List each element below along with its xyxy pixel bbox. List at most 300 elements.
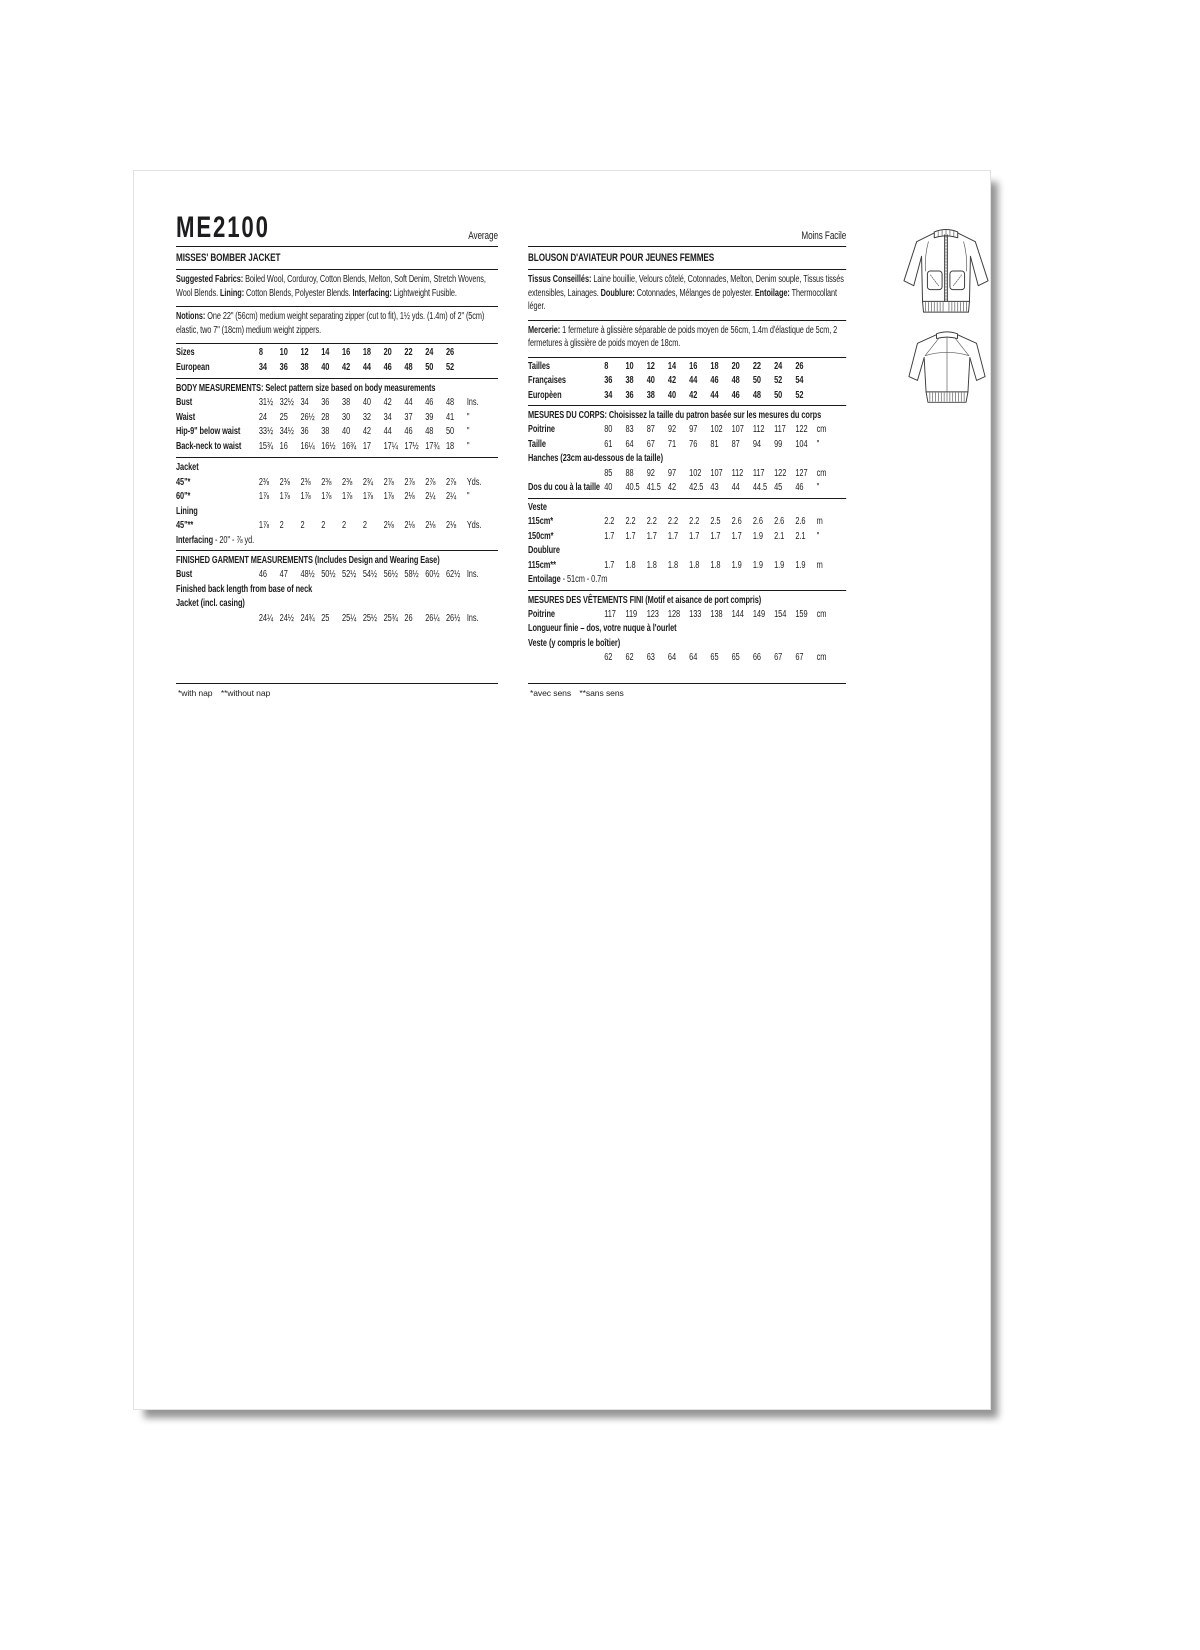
table-cell: 14 xyxy=(667,360,677,372)
table-cell: 2 xyxy=(300,520,305,532)
table-cell: 1.8 xyxy=(689,559,700,571)
table-cell: 2.2 xyxy=(625,516,636,528)
table-row xyxy=(528,389,846,404)
table-row xyxy=(176,396,498,411)
table-cell: 1⅞ xyxy=(279,491,290,503)
table-cell: 38 xyxy=(646,389,655,401)
row-unit: cm xyxy=(816,424,827,436)
table-cell: 92 xyxy=(667,424,677,436)
row-label: Hip-9" below waist xyxy=(176,426,241,438)
table-cell: 16 xyxy=(342,347,351,359)
table-cell: 48 xyxy=(731,375,740,387)
table-cell: 67 xyxy=(774,652,783,664)
table-cell: 42 xyxy=(383,397,392,409)
divider xyxy=(528,590,846,591)
table-cell: 46 xyxy=(258,569,267,581)
table-cell: 2.6 xyxy=(752,516,763,528)
table-cell: 2 xyxy=(279,520,284,532)
table-cell: 81 xyxy=(710,438,719,450)
table-cell: 42 xyxy=(689,389,698,401)
row-unit: " xyxy=(466,440,470,452)
table-cell: 17½ xyxy=(404,440,419,452)
table-cell: 12 xyxy=(300,347,309,359)
table-cell: 1.7 xyxy=(646,530,657,542)
table-cell: 16½ xyxy=(321,440,336,452)
divider xyxy=(528,405,846,406)
table-cell: 1⅞ xyxy=(258,491,270,503)
finished-measurements-table-en xyxy=(176,568,498,626)
table-cell: 2¾ xyxy=(362,476,373,488)
divider xyxy=(176,457,498,458)
table-cell: 50 xyxy=(774,389,783,401)
table-row xyxy=(176,612,498,627)
divider xyxy=(528,357,846,358)
yardage-table-fr xyxy=(528,501,846,574)
table-cell: 1.7 xyxy=(625,530,636,542)
table-cell: 65 xyxy=(731,652,740,664)
table-cell: 127 xyxy=(795,467,808,479)
table-cell: 17 xyxy=(362,440,371,452)
table-cell: 10 xyxy=(279,347,288,359)
table-cell: 2.1 xyxy=(774,530,785,542)
row-label: Françaises xyxy=(528,375,566,387)
table-cell: 46 xyxy=(404,426,413,438)
table-cell: 1⅞ xyxy=(342,491,353,503)
table-cell: 1.9 xyxy=(774,559,785,571)
garment-title-en: MISSES' BOMBER JACKET xyxy=(176,252,281,264)
row-label: Poitrine xyxy=(528,608,555,620)
table-cell: 18 xyxy=(446,440,455,452)
table-cell: 42 xyxy=(667,375,677,387)
table-cell: 10 xyxy=(625,360,634,372)
table-row xyxy=(528,608,846,623)
divider xyxy=(176,683,498,684)
row-unit: cm xyxy=(816,652,827,664)
table-cell: 62 xyxy=(625,652,634,664)
table-cell: 52 xyxy=(774,375,783,387)
table-cell: 1.7 xyxy=(731,530,742,542)
table-cell: 32 xyxy=(362,411,371,423)
table-cell: 60½ xyxy=(425,569,440,581)
table-cell: 65 xyxy=(710,652,719,664)
table-cell: 102 xyxy=(689,467,702,479)
table-cell: 2.6 xyxy=(795,516,806,528)
row-label: Back-neck to waist xyxy=(176,440,242,452)
table-row xyxy=(528,559,846,574)
table-cell: 44 xyxy=(689,375,698,387)
table-row xyxy=(528,374,846,389)
table-cell: 24¼ xyxy=(258,612,274,624)
divider xyxy=(176,246,498,247)
row-label: Sizes xyxy=(176,347,195,359)
table-cell: 144 xyxy=(731,608,744,620)
table-cell: 67 xyxy=(795,652,804,664)
table-cell: 154 xyxy=(774,608,787,620)
row-label: Bust xyxy=(176,397,193,409)
table-cell: 64 xyxy=(625,438,634,450)
row-label: 45"** xyxy=(176,520,194,532)
table-cell: 2.2 xyxy=(689,516,700,528)
table-cell: 102 xyxy=(710,424,723,436)
table-cell: 40 xyxy=(321,361,330,373)
row-unit: Ins. xyxy=(466,569,479,581)
table-cell: 40.5 xyxy=(625,482,640,494)
difficulty-label-en: Average xyxy=(468,230,498,242)
row-label: Bust xyxy=(176,569,193,581)
table-cell: 64 xyxy=(667,652,677,664)
row-label: 150cm* xyxy=(528,530,554,542)
table-cell: 2⅜ xyxy=(258,476,270,488)
table-cell: 119 xyxy=(625,608,638,620)
table-cell: 16 xyxy=(279,440,288,452)
table-cell: 42 xyxy=(342,361,351,373)
row-label: Veste xyxy=(528,501,547,513)
divider xyxy=(528,498,846,499)
table-cell: 52½ xyxy=(342,569,357,581)
french-header xyxy=(528,211,846,243)
difficulty-label-fr: Moins Facile xyxy=(801,230,847,242)
table-cell: 94 xyxy=(752,438,761,450)
table-cell: 24½ xyxy=(279,612,294,624)
jacket-front-illustration xyxy=(902,225,990,321)
table-cell: 36 xyxy=(625,389,634,401)
row-unit: " xyxy=(466,491,470,503)
table-cell: 25½ xyxy=(362,612,378,624)
table-cell: 24 xyxy=(774,360,783,372)
table-cell: 2 xyxy=(342,520,347,532)
table-cell: 2.6 xyxy=(731,516,742,528)
body-measurements-table-en xyxy=(176,396,498,454)
table-cell: 25¾ xyxy=(383,612,398,624)
table-cell: 25 xyxy=(279,411,288,423)
garment-title-fr: BLOUSON D'AVIATEUR POUR JEUNES FEMMES xyxy=(528,252,715,264)
table-cell: 2.5 xyxy=(710,516,721,528)
table-row xyxy=(528,438,846,453)
table-cell: 42 xyxy=(667,482,677,494)
table-cell: 43 xyxy=(710,482,719,494)
table-cell: 112 xyxy=(752,424,765,436)
table-cell: 22 xyxy=(752,360,761,372)
table-cell: 2.2 xyxy=(604,516,615,528)
table-cell: 46 xyxy=(731,389,740,401)
row-label: Tailles xyxy=(528,360,550,372)
row-label: Jacket (incl. casing) xyxy=(176,598,245,610)
interfacing-line-fr: Entoilage - 51cm - 0.7m xyxy=(528,574,608,586)
interfacing-line-en: Interfacing - 20" - ⅞ yd. xyxy=(176,534,255,546)
table-row xyxy=(528,481,846,496)
table-cell: 1⅞ xyxy=(258,520,270,532)
table-cell: 66 xyxy=(752,652,761,664)
table-cell: 2⅜ xyxy=(300,476,311,488)
divider xyxy=(528,246,846,247)
table-cell: 159 xyxy=(795,608,808,620)
nap-footnote-fr: *avec sens **sans sens xyxy=(530,688,624,698)
table-row xyxy=(176,505,498,520)
table-cell: 63 xyxy=(646,652,655,664)
row-unit: cm xyxy=(816,467,827,479)
table-cell: 2.2 xyxy=(667,516,679,528)
table-row xyxy=(528,622,846,637)
divider xyxy=(176,378,498,379)
table-cell: 16¼ xyxy=(300,440,315,452)
table-cell: 80 xyxy=(604,424,613,436)
table-cell: 52 xyxy=(795,389,804,401)
table-cell: 1.7 xyxy=(689,530,700,542)
table-cell: 26½ xyxy=(446,612,461,624)
table-cell: 99 xyxy=(774,438,783,450)
row-unit: cm xyxy=(816,608,827,620)
row-label: Poitrine xyxy=(528,424,555,436)
table-cell: 42 xyxy=(362,426,371,438)
table-cell: 2⅛ xyxy=(425,520,436,532)
table-cell: 107 xyxy=(731,424,744,436)
table-cell: 1.7 xyxy=(667,530,679,542)
table-cell: 104 xyxy=(795,438,808,450)
english-column xyxy=(176,211,498,626)
table-cell: 48 xyxy=(404,361,413,373)
table-cell: 44 xyxy=(731,482,740,494)
table-cell: 1.8 xyxy=(710,559,721,571)
table-row xyxy=(528,467,846,482)
row-unit: Yds. xyxy=(466,520,482,532)
row-label: 115cm* xyxy=(528,516,554,528)
table-cell: 133 xyxy=(689,608,702,620)
table-row xyxy=(528,501,846,516)
table-row xyxy=(176,597,498,612)
table-row xyxy=(176,461,498,476)
jacket-front-drawing xyxy=(902,225,990,321)
divider xyxy=(176,269,498,270)
table-cell: 36 xyxy=(321,397,330,409)
table-cell: 2.6 xyxy=(774,516,785,528)
yardage-table-en xyxy=(176,461,498,534)
table-row xyxy=(528,515,846,530)
table-cell: 26½ xyxy=(300,411,315,423)
table-cell: 1.9 xyxy=(752,559,763,571)
table-cell: 48 xyxy=(752,389,761,401)
table-cell: 33½ xyxy=(258,426,274,438)
table-cell: 20 xyxy=(383,347,392,359)
row-label: Waist xyxy=(176,411,196,423)
table-cell: 41.5 xyxy=(646,482,661,494)
table-cell: 83 xyxy=(625,424,634,436)
table-cell: 2⅛ xyxy=(383,520,394,532)
english-header xyxy=(176,211,498,243)
table-cell: 50 xyxy=(446,426,455,438)
row-unit: Yds. xyxy=(466,476,482,488)
table-cell: 149 xyxy=(752,608,766,620)
table-cell: 1⅞ xyxy=(383,491,394,503)
body-measurements-heading-en: BODY MEASUREMENTS: Select pattern size based on body measurements xyxy=(176,383,436,395)
table-cell: 34½ xyxy=(279,426,294,438)
row-label: European xyxy=(176,361,210,373)
nap-footnote-en: *with nap **without nap xyxy=(178,688,271,698)
table-cell: 71 xyxy=(667,438,677,450)
table-cell: 122 xyxy=(774,467,787,479)
table-cell: 30 xyxy=(342,411,351,423)
table-cell: 17¼ xyxy=(383,440,398,452)
table-row xyxy=(528,452,846,467)
row-label: Dos du cou à la taille xyxy=(528,482,600,494)
row-unit: Ins. xyxy=(466,612,479,624)
table-cell: 128 xyxy=(667,608,681,620)
table-row xyxy=(176,583,498,598)
table-cell: 26 xyxy=(404,612,413,624)
row-unit: " xyxy=(816,482,820,494)
table-cell: 50½ xyxy=(321,569,336,581)
table-cell: 97 xyxy=(689,424,698,436)
table-row xyxy=(528,544,846,559)
table-cell: 61 xyxy=(604,438,613,450)
table-cell: 97 xyxy=(667,467,677,479)
table-cell: 2 xyxy=(321,520,326,532)
row-label: Veste (y compris le boîtier) xyxy=(528,637,621,649)
table-cell: 40 xyxy=(646,375,655,387)
table-cell: 46 xyxy=(710,375,719,387)
table-cell: 22 xyxy=(404,347,413,359)
row-unit: " xyxy=(466,426,470,438)
table-cell: 2⅞ xyxy=(404,476,415,488)
divider xyxy=(528,320,846,321)
table-cell: 16 xyxy=(689,360,698,372)
table-cell: 1.7 xyxy=(604,530,615,542)
table-cell: 24¾ xyxy=(300,612,315,624)
sizes-table-fr xyxy=(528,360,846,404)
table-cell: 48 xyxy=(425,426,434,438)
table-cell: 38 xyxy=(300,361,309,373)
table-cell: 1.8 xyxy=(625,559,636,571)
table-cell: 54 xyxy=(795,375,804,387)
table-cell: 1.8 xyxy=(646,559,657,571)
row-label: Europèen xyxy=(528,389,562,401)
table-cell: 37 xyxy=(404,411,413,423)
table-cell: 1⅞ xyxy=(321,491,332,503)
sizes-table-en xyxy=(176,346,498,375)
table-row xyxy=(176,411,498,426)
table-cell: 2.2 xyxy=(646,516,657,528)
table-cell: 2¼ xyxy=(425,491,436,503)
table-cell: 117 xyxy=(604,608,616,620)
table-cell: 138 xyxy=(710,608,723,620)
table-cell: 18 xyxy=(710,360,719,372)
table-cell: 24 xyxy=(258,411,267,423)
suggested-fabrics-fr: Tissus Conseillés: Laine bouillie, Velours côtelé, Cotonnades, Melton, Denim souple, Tissus tissés extensibles, Lainages. Doublure: Cotonnades, Mélanges de polyester. Entoilage: Thermocollant léger. xyxy=(528,274,844,313)
table-cell: 34 xyxy=(300,397,309,409)
pattern-envelope-back-sheet xyxy=(133,170,991,1410)
table-cell: 42.5 xyxy=(689,482,704,494)
table-cell: 28 xyxy=(321,411,330,423)
row-label: Taille xyxy=(528,438,546,450)
table-cell: 2⅜ xyxy=(279,476,290,488)
table-row xyxy=(528,530,846,545)
table-cell: 2⅛ xyxy=(404,520,415,532)
table-cell: 38 xyxy=(625,375,634,387)
row-label: Longueur finie – dos, votre nuque à l'ourlet xyxy=(528,623,677,635)
notions-en: Notions: One 22" (56cm) medium weight separating zipper (cut to fit), 1½ yds. (1.4m) of 2" (5cm) elastic, two 7" (18cm) medium weight zippers. xyxy=(176,311,485,336)
table-cell: 15¾ xyxy=(258,440,274,452)
table-cell: 56½ xyxy=(383,569,398,581)
table-cell: 32½ xyxy=(279,397,294,409)
table-cell: 40 xyxy=(667,389,677,401)
table-cell: 46 xyxy=(795,482,804,494)
table-cell: 123 xyxy=(646,608,659,620)
table-cell: 1.7 xyxy=(710,530,721,542)
table-cell: 62 xyxy=(604,652,613,664)
table-row xyxy=(176,425,498,440)
table-cell: 25 xyxy=(321,612,330,624)
table-cell: 2⅞ xyxy=(425,476,436,488)
table-cell: 88 xyxy=(625,467,634,479)
table-cell: 34 xyxy=(604,389,613,401)
table-cell: 1.9 xyxy=(731,559,742,571)
table-cell: 87 xyxy=(646,424,655,436)
row-label: Jacket xyxy=(176,462,199,474)
table-cell: 50 xyxy=(752,375,761,387)
divider xyxy=(176,550,498,551)
table-cell: 122 xyxy=(795,424,808,436)
table-cell: 18 xyxy=(362,347,371,359)
table-cell: 26 xyxy=(795,360,804,372)
table-cell: 2⅜ xyxy=(342,476,353,488)
row-unit: m xyxy=(816,516,823,528)
row-label: Finished back length from base of neck xyxy=(176,583,313,595)
table-row xyxy=(176,519,498,534)
table-cell: 12 xyxy=(646,360,655,372)
row-label: 115cm** xyxy=(528,559,556,571)
table-row xyxy=(528,360,846,375)
table-cell: 34 xyxy=(383,411,392,423)
french-column xyxy=(528,211,846,666)
table-cell: 47 xyxy=(279,569,288,581)
table-row xyxy=(176,568,498,583)
table-cell: 34 xyxy=(258,361,267,373)
divider xyxy=(176,306,498,307)
table-cell: 14 xyxy=(321,347,330,359)
table-cell: 58½ xyxy=(404,569,419,581)
table-cell: 44 xyxy=(362,361,371,373)
table-cell: 16¾ xyxy=(342,440,357,452)
table-cell: 26 xyxy=(446,347,455,359)
finished-measurements-heading-en: FINISHED GARMENT MEASUREMENTS (Includes Design and Wearing Ease) xyxy=(176,555,440,567)
divider xyxy=(528,269,846,270)
table-cell: 8 xyxy=(258,347,263,359)
table-cell: 36 xyxy=(604,375,613,387)
table-cell: 87 xyxy=(731,438,740,450)
row-unit: " xyxy=(466,411,470,423)
body-measurements-table-fr xyxy=(528,423,846,496)
table-cell: 17¾ xyxy=(425,440,440,452)
row-label: 60"* xyxy=(176,491,191,503)
body-measurements-heading-fr: MESURES DU CORPS: Choisissez la taille du patron basée sur les mesures du corps xyxy=(528,410,822,422)
table-cell: 1⅞ xyxy=(300,491,311,503)
table-cell: 1⅞ xyxy=(362,491,373,503)
table-cell: 107 xyxy=(710,467,723,479)
table-cell: 1.7 xyxy=(604,559,615,571)
pattern-number: ME2100 xyxy=(176,211,270,244)
row-unit: m xyxy=(816,559,823,571)
table-cell: 76 xyxy=(689,438,698,450)
finished-measurements-table-fr xyxy=(528,608,846,666)
table-cell: 44 xyxy=(404,397,413,409)
finished-measurements-heading-fr: MESURES DES VÊTEMENTS FINI (Motif et aisance de port compris) xyxy=(528,594,762,606)
table-cell: 2⅛ xyxy=(446,520,457,532)
table-cell: 45 xyxy=(774,482,783,494)
table-cell: 2⅞ xyxy=(446,476,457,488)
table-cell: 50 xyxy=(425,361,434,373)
row-unit: Ins. xyxy=(466,397,479,409)
table-cell: 40 xyxy=(342,426,351,438)
row-label: Lining xyxy=(176,505,198,517)
